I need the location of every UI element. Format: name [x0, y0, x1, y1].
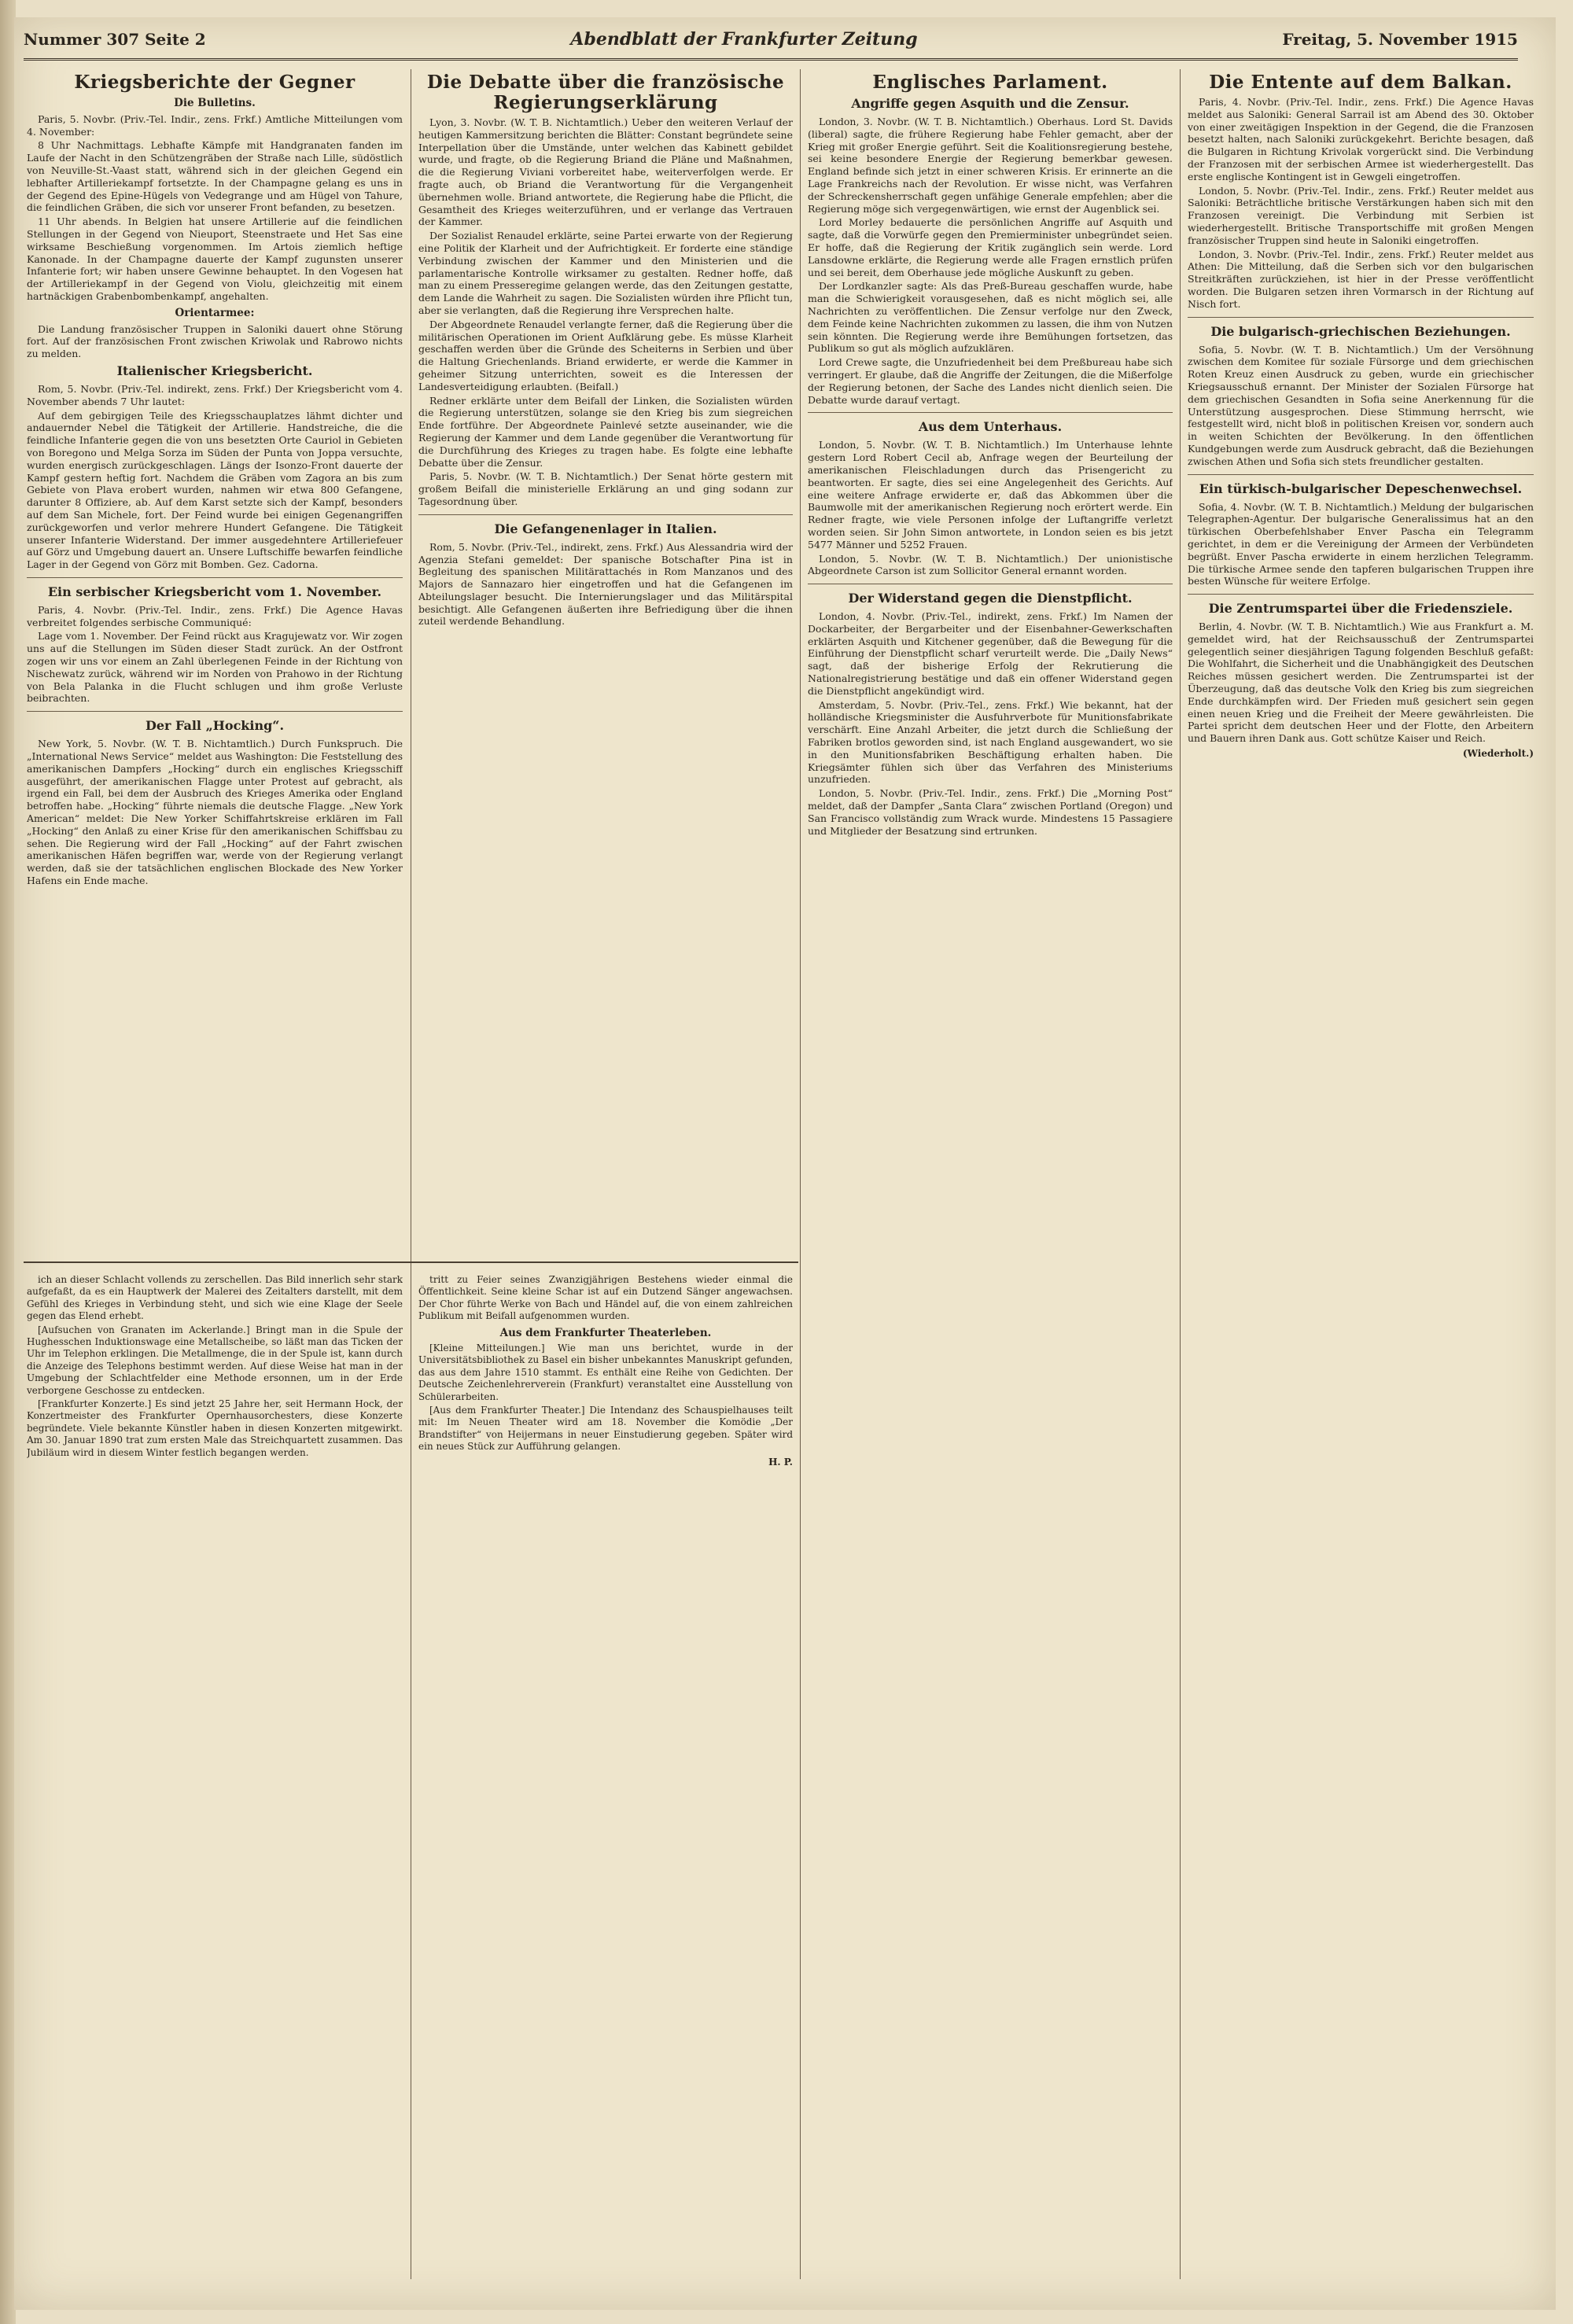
- section-head: Aus dem Frankfurter Theaterleben.: [499, 1326, 712, 1339]
- feuilleton-column-2: [418, 1274, 793, 2265]
- paragraph: Lage vom 1. November. Der Feind rückt aus Kragujewatz vor. Wir zogen uns auf die Stellungen im Süden dieser Stadt zurück. An der Ostfront zogen wir uns vor einem an Zahl überlegenen Feinde in der Richtung von Nischewatz zurück, während wir im Norden von Prahowo in der Richtung von Bela Palanka in die Flucht schlugen und ihm große Verluste beibrachten.: [27, 630, 403, 705]
- column-2: [418, 69, 793, 1253]
- paragraph: Auf dem gebirgigen Teile des Kriegsschauplatzes lähmt dichter und andauernder Nebel die Tätigkeit der Artillerie. Handstreiche, die die feindliche Infanterie gegen die von uns besetzten Orte Cauriol in Gebieten von Boregono und Melga Sorza im Süden der Punta von Joppa versuchte, wurden energisch zurückgeschlagen. Längs der Isonzo-Front dauerte der Kampf gestern heftig fort. Nachdem die Gräben vom Zagora an bis zum Gebiete von Plava erobert wurden, nahmen wir etwa 800 Gefangene, darunter 8 Offiziere, ab. Auf dem Karst setzte sich der Kampf, besonders auf dem San Michele, fort. Der Feind wurde bei einigen Gegenangriffen zurückgeworfen und verlor mehrere Hundert Gefangene. Die Tätigkeit unserer Infanterie Widerstand. Der immer ausgedehntere Artilleriefeuer auf Görz und Umgebung dauert an. Unsere Luftschiffe bewarfen feindliche Lager in der Gegend von Görz mit Bomben. Gez. Cadorna.: [27, 409, 403, 571]
- paragraph: [Aus dem Frankfurter Theater.] Die Intendanz des Schauspielhauses teilt mit: Im Neuen Theater wird am 18. November die Komödie „Der Brandstifter“ von Heijermans in neuer Einstudierung gegeben. Später wird ein neues Stück zur Aufführung gelangen.: [418, 1405, 793, 1453]
- paragraph: 8 Uhr Nachmittags. Lebhafte Kämpfe mit Handgranaten fanden im Laufe der Nacht in den Schützengräben der Straße nach Lille, südöstlich von Neuville-St.-Vaast statt, während sich in der gleichen Gegend ein lebhafter Artilleriekampf fortsetzte. In der Champagne gelang es uns in der Gegend des Epine-Hügels von Vedegrange und am Hügel von Tahure, die feindlichen Gräben, die sich vor unserer Front befanden, zu besetzen.: [27, 139, 403, 214]
- section-head: Orientarmee:: [175, 306, 255, 319]
- paragraph: ich an dieser Schlacht vollends zu zerschellen. Das Bild innerlich sehr stark aufgefaßt, da es ein Hauptwerk der Malerei des Zeitalters darstellt, mit dem Gefühl des Krieges in Verbindung steht, und sich wie eine Klage der Seele gegen das Elend erhebt.: [27, 1274, 403, 1322]
- paragraph: [Kleine Mitteilungen.] Wie man uns berichtet, wurde in der Universitätsbibliothek zu Basel ein bisher unbekanntes Manuskript gefunden, das aus dem Jahre 1510 stammt. Es enthält eine Reihe von Gedichten. Der Deutsche Zeichenlehrerverein (Frankfurt) veranstaltet eine Ausstellung von Schülerarbeiten.: [418, 1342, 793, 1402]
- column-3: [808, 69, 1173, 2271]
- feuilleton-rule: [24, 1261, 798, 1263]
- feuilleton-column-1: [27, 1274, 403, 2265]
- paragraph: Amsterdam, 5. Novbr. (Priv.-Tel., zens. Frkf.) Wie bekannt, hat der holländische Kriegsminister die Ausfuhrverbote für Munitionsfabrikate verschärft. Eine Anzahl Arbeiter, die jetzt durch die Schließung der Fabriken brotlos geworden sind, ist nach England ausgewandert, wo sie in den Munitionsfabriken Beschäftigung erhalten haben. Die Kriegsämter fühlen sich über das Verfahren des Ministeriums unzufrieden.: [808, 698, 1173, 786]
- paragraph: Lord Crewe sagte, die Unzufriedenheit bei dem Preßbureau habe sich verringert. Er glaube, daß die Angriffe der Zeitungen, die die Mißerfolge der Regierung betonen, der Sache des Landes nicht dienlich seien. Die Debatte wurde darauf vertagt.: [808, 356, 1173, 406]
- paragraph: Rom, 5. Novbr. (Priv.-Tel., indirekt, zens. Frkf.) Aus Alessandria wird der Agenzia Stefani gemeldet: Der spanische Botschafter Pina ist in Begleitung des spanischen Militärattachés in Rom Manzanos und des Majors de Sannazaro hier eingetroffen und hat die Gefangenen im Abteilungslager besucht. Die Internierungslager und das Militärspital besichtigt. Alle Gefangenen äußerten ihre Befriedigung über die ihnen zuteil werdende Behandlung.: [418, 540, 793, 628]
- separator: [27, 711, 403, 712]
- separator: [1188, 594, 1534, 595]
- paragraph: Lord Morley bedauerte die persönlichen Angriffe auf Asquith und sagte, daß die Vorwürfe gegen den Premierminister unbegründet seien. Er hoffe, daß die Regierung der Kritik zugänglich sein werde. Lord Lansdowne erklärte, die Regierung werde alle Fragen ernstlich prüfen und sei bereit, dem Oberhause jede mögliche Auskunft zu geben.: [808, 216, 1173, 278]
- column-4: [1188, 69, 1534, 2271]
- author-initials: H. P.: [768, 1456, 793, 1468]
- binding-edge: [0, 0, 16, 2324]
- article-title: Die Gefangenenlager in Italien.: [494, 521, 717, 536]
- paragraph: [Frankfurter Konzerte.] Es sind jetzt 25 Jahre her, seit Hermann Hock, der Konzertmeister des Frankfurter Opernhausorchesters, diese Konzerte begründete. Viele bekannte Künstler haben in diesen Konzerten mitgewirkt. Am 30. Januar 1890 trat zum ersten Male das Streichquartett zusammen. Das Jubiläum wird in diesem Winter festlich begangen werden.: [27, 1398, 403, 1458]
- paragraph: Sofia, 5. Novbr. (W. T. B. Nichtamtlich.) Um der Versöhnung zwischen dem Komitee für soziale Fürsorge und dem griechischen Roten Kreuz einen Ausdruck zu geben, wurde ein griechischer Kriegsausschuß ernannt. Der Minister der Sozialen Fürsorge hat dem griechischen Gesandten in Sofia seine Anerkennung für die Unterstützung ausgesprochen. Diese Stimmung herrscht, wie festgestellt wird, nicht bloß in politischen Kreisen vor, sondern auch in weiten Schichten der Bevölkerung. In den öffentlichen Kundgebungen werde zum Ausdruck gebracht, daß die Beziehungen zwischen Athen und Sofia sich stets freundlicher gestalten.: [1188, 343, 1534, 467]
- paragraph: Rom, 5. Novbr. (Priv.-Tel. indirekt, zens. Frkf.) Der Kriegsbericht vom 4. November abends 7 Uhr lautet:: [27, 382, 403, 407]
- paragraph: Paris, 5. Novbr. (W. T. B. Nichtamtlich.) Der Senat hörte gestern mit großem Beifall die ministerielle Erklärung an und ging sodann zur Tagesordnung über.: [418, 470, 793, 507]
- paragraph: [Aufsuchen von Granaten im Ackerlande.] Bringt man in die Spule der Hughesschen Induktionswage eine Metallscheibe, so läßt man das Ticken der Uhr im Telephon erklingen. Die Metallmenge, die in der Spule ist, kann durch die Anzeige des Telephons bestimmt werden. Auf diese Weise hat man in der Umgebung der Schlachtfelder eine Methode ersonnen, um in der Erde verborgene Geschosse zu entdecken.: [27, 1324, 403, 1396]
- article-title: Englisches Parlament.: [872, 72, 1108, 93]
- paragraph: London, 5. Novbr. (W. T. B. Nichtamtlich.) Im Unterhause lehnte gestern Lord Robert Cecil ab, Anfrage wegen der Beurteilung der amerikanischen Fleischladungen durch das Prisengericht zu beantworten. Er sagte, dies sei eine Angelegenheit des Gerichts. Auf eine weitere Anfrage erwiderte er, daß das Abkommen über die Baumwolle mit der amerikanischen Regierung noch erörtert werde. Ein Redner fragte, wie viele Personen infolge der Luftangriffe verletzt worden seien. Sir John Simon antwortete, in London seien es bis jetzt 5477 Männer und 5252 Frauen.: [808, 439, 1173, 551]
- separator: [418, 514, 793, 515]
- paragraph: London, 5. Novbr. (Priv.-Tel. Indir., zens. Frkf.) Reuter meldet aus Saloniki: Beträchtliche britische Verstärkungen haben sich mit den Franzosen vereinigt. Die Verbindung mit Serbien ist wiederhergestellt. Britische Transportschiffe mit großen Mengen französischer Truppen sind heute in Saloniki eingetroffen.: [1188, 184, 1534, 246]
- column-rule: [1180, 69, 1181, 2279]
- article-title: Die Debatte über die französische Regierungserklärung: [426, 72, 785, 113]
- article-subtitle: Angriffe gegen Asquith und die Zensur.: [851, 96, 1129, 111]
- paragraph: New York, 5. Novbr. (W. T. B. Nichtamtlich.) Durch Funkspruch. Die „International News Service“ meldet aus Washington: Die Feststellung des amerikanischen Dampfers „Hocking“ durch ein englisches Kriegsschiff ausgeführt, der amerikanischen Flagge unter Protest auf gebracht, als irgend ein Fall, bei dem der Ausbruch des Krieges Amerika oder England betroffen habe. „Hocking“ führte niemals die deutsche Flagge. „New York American“ meldet: Die New Yorker Schiffahrtskreise erklären im Fall „Hocking“ den Anlaß zu einer Krise für den amerikanischen Schiffsbau zu sehen. Die Regierung wird der Fall „Hocking“ auf der Fahrt zwischen amerikanischen Häfen begriffen war, werde von der Regierung verlangt werden, daß sie der tatsächlichen englischen Blockade des New Yorker Hafens ein Ende mache.: [27, 738, 403, 887]
- paragraph: Die Landung französischer Truppen in Saloniki dauert ohne Störung fort. Auf der französischen Front zwischen Kriwolak und Rabrowo nichts zu melden.: [27, 322, 403, 360]
- paragraph: 11 Uhr abends. In Belgien hat unsere Artillerie auf die feindlichen Stellungen in der Gegend von Nieuport, Steenstraete und Het Sas eine wirksame Beschießung vorgenommen. Im Artois ziemlich heftige Kanonade. In der Champagne dauerte der Kampf zugunsten unserer Infanterie fort; wir haben unsere Gewinne behauptet. In den Vogesen hat der Artilleriekampf in der Gegend von Violu, gleichzeitig mit einem hartnäckigen Grabenbombenkampf, angehalten.: [27, 215, 403, 302]
- article-subtitle: Die Bulletins.: [174, 97, 256, 109]
- issue-date: Freitag, 5. November 1915: [1282, 30, 1518, 49]
- article-title: Aus dem Unterhaus.: [918, 419, 1063, 435]
- paragraph: Der Sozialist Renaudel erklärte, seine Partei erwarte von der Regierung eine Politik der Klarheit und der Aufrichtigkeit. Er forderte eine ständige Verbindung zwischen der Kammer und den Ministerien und die parlamentarische Kontrolle wirksamer zu gestalten. Redner hoffe, daß man zu einem Presseregime gelangen werde, das den Zeitungen gestatte, dem Lande die Wahrheit zu sagen. Die Sozialisten würden ihre Pflicht tun, aber sie verlangten, daß die Regierung ihre Versprechen halte.: [418, 230, 793, 316]
- paragraph: Der Abgeordnete Renaudel verlangte ferner, daß die Regierung über die militärischen Operationen im Orient Aufklärung gebe. Es müsse Klarheit geschaffen werden über die Gründe des Scheiterns in Serbien und über die Haltung Griechenlands. Briand erwiderte, er werde die Kammer in geheimer Sitzung unterrichten, soweit es die Interessen der Landesverteidigung erlaubten. (Beifall.): [418, 318, 793, 392]
- article-title: Kriegsberichte der Gegner: [74, 72, 355, 93]
- paragraph: London, 5. Novbr. (W. T. B. Nichtamtlich.) Der unionistische Abgeordnete Carson ist zum Sollicitor General ernannt worden.: [808, 552, 1173, 577]
- separator: [27, 577, 403, 578]
- paragraph: London, 4. Novbr. (Priv.-Tel., indirekt, zens. Frkf.) Im Namen der Dockarbeiter, der Bergarbeiter und der Eisenbahner-Gewerkschaften erklärten Asquith und Kitchener gegenüber, daß die Bewegung für die Einführung der Dienstpflicht scharf verurteilt werde. Die „Daily News“ sagt, daß der bisherige Erfolg der Rekrutierung die Nationalregistrierung bestätige und daß ein offener Widerstand gegen die Dienstpflicht angekündigt wird.: [808, 610, 1173, 697]
- paragraph: Paris, 4. Novbr. (Priv.-Tel. Indir., zens. Frkf.) Die Agence Havas verbreitet folgendes serbische Communiqué:: [27, 603, 403, 628]
- paragraph: Paris, 5. Novbr. (Priv.-Tel. Indir., zens. Frkf.) Amtliche Mitteilungen vom 4. November:: [27, 112, 403, 138]
- separator: [808, 412, 1173, 413]
- article-title: Der Widerstand gegen die Dienstpflicht.: [848, 591, 1133, 606]
- paragraph: London, 3. Novbr. (W. T. B. Nichtamtlich.) Oberhaus. Lord St. Davids (liberal) sagte, die frühere Regierung habe Fehler gemacht, aber der Krieg mit großer Energie geführt. Seit die Koalitionsregierung bestehe, sei keine besondere Energie der Regierung bemerkbar gewesen. England befinde sich jetzt in einer schweren Krisis. Er erinnerte an die Lage Frankreichs nach der Revolution. Er wisse nicht, was Verfahren der Schreckensherrschaft gegen unfähige Generale empfehlen; aber die Regierung möge sich vergegenwärtigen, wie ernst der Augenblick sei.: [808, 116, 1173, 215]
- article-title: Die Zentrumspartei über die Friedensziele.: [1208, 601, 1513, 617]
- page-number: Nummer 307 Seite 2: [24, 30, 206, 49]
- paragraph: London, 3. Novbr. (Priv.-Tel. Indir., zens. Frkf.) Reuter meldet aus Athen: Die Mitteilung, daß die Serben sich vor den bulgarischen Streitkräften zurückziehen, ist hier in der Presse veröffentlicht worden. Die Bulgaren setzen ihren Vormarsch in der Richtung auf Nisch fort.: [1188, 248, 1534, 310]
- newspaper-title: Abendblatt der Frankfurter Zeitung: [570, 29, 918, 50]
- article-title: Italienischer Kriegsbericht.: [116, 363, 313, 378]
- article-title: Ein türkisch-bulgarischer Depeschenwechsel.: [1199, 481, 1523, 496]
- repeat-note: (Wiederholt.): [1462, 748, 1534, 760]
- paragraph: Paris, 4. Novbr. (Priv.-Tel. Indir., zens. Frkf.) Die Agence Havas meldet aus Saloniki: General Sarrail ist am Abend des 30. Oktober von einer zweitägigen Inspektion in der Gegend, die die Franzosen besetzt halten, nach Saloniki zurückgekehrt. Berichte besagen, daß die Bulgaren in Richtung Krivolak vorgerückt sind. Die Verbindung der Franzosen mit der serbischen Armee ist wiederhergestellt. Das erste englische Kontingent ist in Gewgeli eingetroffen.: [1188, 96, 1534, 182]
- column-rule: [800, 69, 801, 2279]
- article-title: Ein serbischer Kriegsbericht vom 1. November.: [47, 584, 382, 599]
- paragraph: London, 5. Novbr. (Priv.-Tel. Indir., zens. Frkf.) Die „Morning Post“ meldet, daß der Dampfer „Santa Clara“ zwischen Portland (Oregon) und San Francisco vollständig zum Wrack wurde. Mindestens 15 Passagiere und Mitglieder der Besatzung sind ertrunken.: [808, 787, 1173, 837]
- paragraph: Sofia, 4. Novbr. (W. T. B. Nichtamtlich.) Meldung der bulgarischen Telegraphen-Agentur. Der bulgarische Generalissimus hat an den türkischen Oberbefehlshaber Enver Pascha ein Telegramm gerichtet, in dem er die Vereinigung der Armeen der Verbündeten begrüßt. Enver Pascha erwiderte in einem herzlichen Telegramm. Die türkische Armee sende den tapferen bulgarischen Truppen ihre besten Wünsche für weitere Erfolge.: [1188, 500, 1534, 587]
- masthead: [24, 24, 1518, 61]
- paragraph: Der Lordkanzler sagte: Als das Preß-Bureau geschaffen wurde, habe man die Schwierigkeit vorausgesehen, daß es nicht möglich sei, alle Nachrichten zu veröffentlichen. Die Zensur verfolge nur den Zweck, dem Feinde keine Nachrichten zukommen zu lassen, die ihm von Nutzen sein könnten. Die Regierung werde ihre Bemühungen fortsetzen, das Publikum so gut als möglich aufzuklären.: [808, 280, 1173, 355]
- article-title: Die bulgarisch-griechischen Beziehungen.: [1210, 323, 1511, 339]
- column-1: [27, 69, 403, 1253]
- paragraph: Redner erklärte unter dem Beifall der Linken, die Sozialisten würden die Regierung unterstützen, solange sie den Krieg bis zum siegreichen Ende fortführe. Der Abgeordnete Painlevé setzte auseinander, wie die Regierung der Kammer und dem Lande gegenüber die Verantwortung für die Durchführung des Krieges zu tragen habe. Es folgte eine lebhafte Debatte über die Zensur.: [418, 394, 793, 469]
- separator: [1188, 474, 1534, 475]
- paragraph: tritt zu Feier seines Zwanzigjährigen Bestehens wieder einmal die Öffentlichkeit. Seine kleine Schar ist auf ein Dutzend Sänger angewachsen. Der Chor führte Werke von Bach und Händel auf, die von einem zahlreichen Publikum mit Beifall aufgenommen wurden.: [418, 1274, 793, 1322]
- article-title: Der Fall „Hocking“.: [145, 718, 285, 734]
- separator: [1188, 317, 1534, 318]
- paragraph: Lyon, 3. Novbr. (W. T. B. Nichtamtlich.) Ueber den weiteren Verlauf der heutigen Kammersitzung berichten die Blätter: Constant begründete seine Interpellation über die Umstände, unter welchen das Kabinett gebildet wurde, und fragte, ob die Regierung Briand die Pläne und Maßnahmen, die die Regierung Viviani vorbereitet habe, weiterverfolgen werde. Er fragte auch, ob Briand die Verantwortung für die Vergangenheit übernehmen wolle. Briand antwortete, die Regierung habe die Pflicht, die Gesamtheit des Krieges weiterzuführen, und er verlange das Vertrauen der Kammer.: [418, 116, 793, 228]
- paragraph: Berlin, 4. Novbr. (W. T. B. Nichtamtlich.) Wie aus Frankfurt a. M. gemeldet wird, hat der Reichsausschuß der Zentrumspartei gelegentlich seiner diesjährigen Tagung folgenden Beschluß gefaßt: Die Wohlfahrt, die Sicherheit und die Unabhängigkeit des Deutschen Reiches müssen gesichert werden. Die Zentrumspartei ist der Überzeugung, daß das deutsche Volk den Krieg bis zum siegreichen Ende durchkämpfen wird. Der Frieden muß gesichert sein gegen einen neuen Krieg und die Freiheit der Meere gewährleisten. Die Partei spricht dem deutschen Heer und der Flotte, den Arbeitern und Bauern ihren Dank aus. Gott schütze Kaiser und Reich.: [1188, 621, 1534, 745]
- article-title: Die Entente auf dem Balkan.: [1209, 72, 1512, 93]
